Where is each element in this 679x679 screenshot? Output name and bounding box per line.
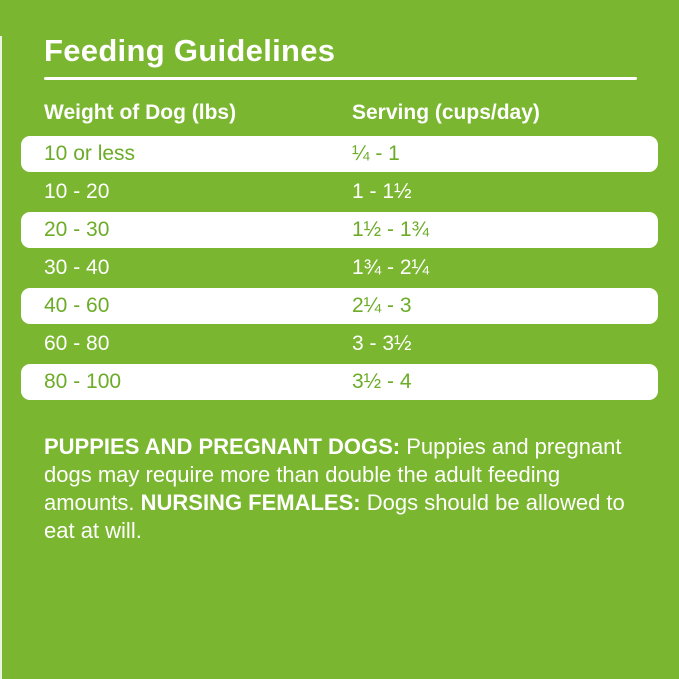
weight-cell: 60 - 80 xyxy=(44,332,110,355)
weight-cell: 80 - 100 xyxy=(44,370,122,393)
table-row xyxy=(21,136,658,172)
serving-cell: 2¼ - 3 xyxy=(352,294,412,317)
table-row xyxy=(21,212,658,248)
serving-cell: 1¾ - 2¼ xyxy=(352,256,430,279)
weight-cell: 10 - 20 xyxy=(44,180,110,203)
table-row xyxy=(21,364,658,400)
table-row xyxy=(21,326,658,362)
table-row xyxy=(21,174,658,210)
weight-cell: 30 - 40 xyxy=(44,256,110,279)
serving-cell: 3½ - 4 xyxy=(352,370,412,393)
feeding-note xyxy=(44,433,632,545)
serving-cell: 1½ - 1¾ xyxy=(352,218,430,241)
serving-cell: 3 - 3½ xyxy=(352,332,412,355)
column-header-weight: Weight of Dog (lbs) xyxy=(44,101,237,124)
column-header-serving: Serving (cups/day) xyxy=(352,101,540,124)
table-row xyxy=(21,288,658,324)
note-label-puppies: PUPPIES AND PREGNANT DOGS: xyxy=(44,434,401,459)
weight-cell: 10 or less xyxy=(44,142,136,165)
serving-cell: ¼ - 1 xyxy=(352,142,400,165)
weight-cell: 20 - 30 xyxy=(44,218,110,241)
note-label-nursing: NURSING FEMALES: xyxy=(140,490,361,515)
table-header-row xyxy=(44,101,679,125)
table-row xyxy=(21,250,658,286)
page-title: Feeding Guidelines xyxy=(44,33,336,68)
note-text-nursing: Dogs should be allowed to eat at will. xyxy=(44,490,625,543)
title-underline xyxy=(44,77,637,80)
note-text-puppies: Puppies and pregnant dogs may require more than double the adult feeding amounts. xyxy=(44,434,622,515)
weight-cell: 40 - 60 xyxy=(44,294,110,317)
serving-cell: 1 - 1½ xyxy=(352,180,412,203)
feeding-table xyxy=(21,136,658,400)
